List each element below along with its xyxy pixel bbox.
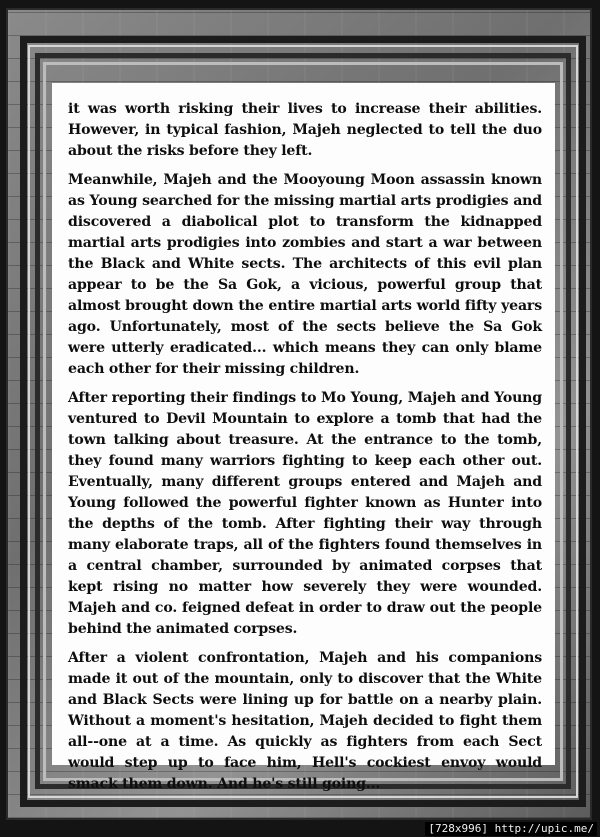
paragraph: Meanwhile, Majeh and the Mooyoung Moon assassin known as Young searched for the missing martial arts prodigies and discovered a diabolical plot to transform the kidnapped martial arts prodigies into zombies and start a war between the Black and White sects. The architects of this evil plan appear to be the Sa Gok, a vicious, powerful group that almost brought down the entire martial arts world fifty years ago. Unfortunately, most of the sects believe the Sa Gok were utterly eradicated... which means they can only blame each other for their missing children. xyxy=(68,172,542,377)
page-border xyxy=(6,8,592,820)
paragraph: After a violent confrontation, Majeh and his companions made it out of the mountain, only to discover that the White and Black Sects were lining up for battle on a nearby plain. Without a moment's hesitation, Majeh decided to fight them all--one at a time. As quickly as fighters from each Sect would step up to face him, Hell's cockiest envoy would smack them down. And he's still going... xyxy=(68,650,542,792)
paragraph: it was worth risking their lives to increase their abilities. However, in typical fashion, Majeh neglected to tell the duo about the risks before they left. xyxy=(68,101,542,159)
text-panel xyxy=(52,83,555,792)
image-watermark: [728x996] http://upic.me/ xyxy=(425,822,597,836)
paragraph: After reporting their findings to Mo Young, Majeh and Young ventured to Devil Mountain to explore a tomb that had the town talking about treasure. At the entrance to the tomb, they found many warriors fighting to keep each other out. Eventually, many different groups entered and Majeh and Young followed the powerful fighter known as Hunter into the depths of the tomb. After fighting their way through many elaborate traps, all of the fighters found themselves in a central chamber, surrounded by animated corpses that kept rising no matter how severely they were wounded. Majeh and co. feigned defeat in order to draw out the people behind the animated corpses. xyxy=(68,390,542,637)
